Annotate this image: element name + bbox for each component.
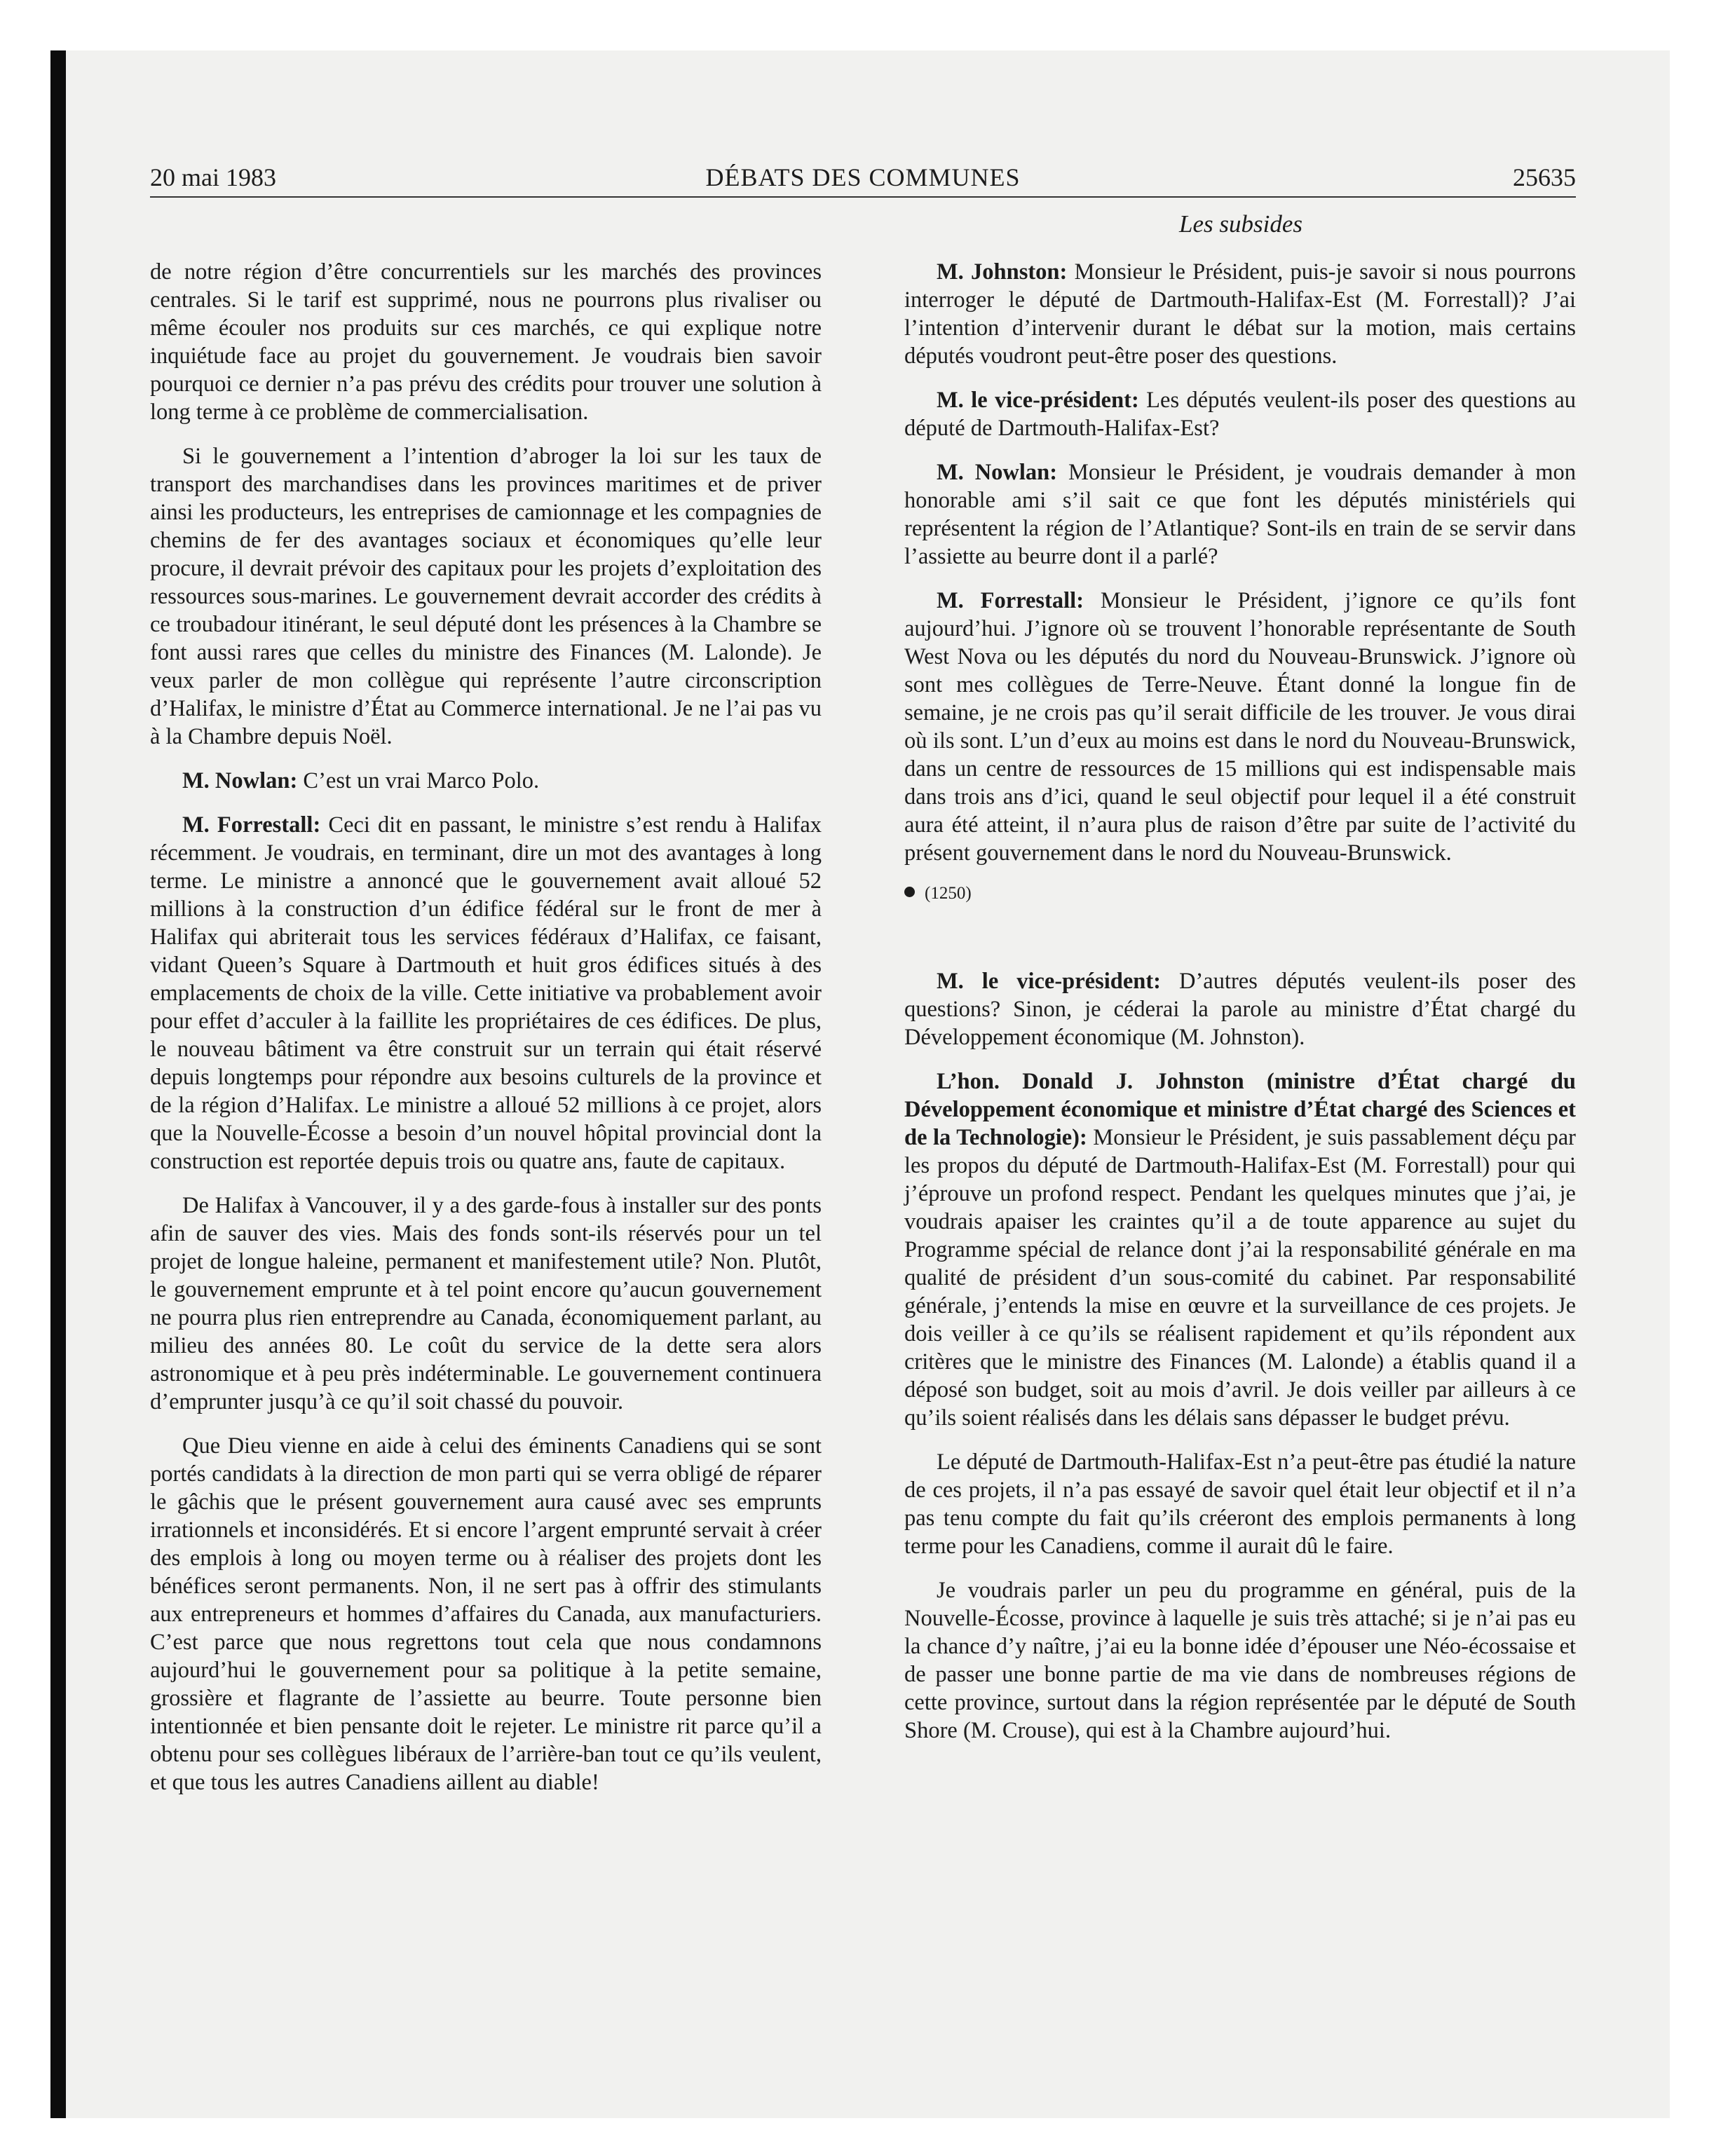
paragraph-text: Le député de Dartmouth-Halifax-Est n’a peut-être pas étudié la nature de ces projets, il n’a pas essayé de savoir quel était leur objectif et il n’a pas tenu compte du fait qu’ils créeront des emplois permanents à long terme pour les Canadiens, comme il aurait dû le faire.	[904, 1449, 1576, 1559]
time-marker-text: (1250)	[925, 884, 972, 903]
paragraph-text: De Halifax à Vancouver, il y a des garde-fous à installer sur des ponts afin de sauver des vies. Mais des fonds sont-ils réservés pour un tel projet de longue haleine, permanent et manifestement utile? Non. Plutôt, le gouvernement emprunte et à tel point encore qu’aucun gouvernement ne pourra plus rien entreprendre au Canada, économiquement parlant, au milieu des années 80. Le coût du service de la dette sera alors astronomique et à peu près indéterminable. Le gouvernement continuera d’emprunter jusqu’à ce qu’il soit chassé du pouvoir.	[150, 1193, 822, 1414]
section-title: Les subsides	[1179, 210, 1302, 238]
paragraph	[150, 1192, 822, 1416]
header-date: 20 mai 1983	[150, 163, 276, 191]
speaker: M. Johnston:	[937, 259, 1068, 285]
speaker: M. Nowlan:	[937, 460, 1058, 485]
speaker: M. Nowlan:	[182, 768, 298, 793]
paragraph-text: Monsieur le Président, j’ignore ce qu’ils font aujourd’hui. J’ignore où se trouvent l’honorable représentante de South West Nova ou les députés du nord du Nouveau-Brunswick. J’ignore où sont mes collègues de Terre-Neuve. Étant donné la longue fin de semaine, je ne crois pas qu’il serait difficile de les trouver. Je vous dirai où ils sont. L’un d’eux au moins est dans le nord du Nouveau-Brunswick, dans un centre de ressources de 15 millions qui est indispensable mais dans trois ans d’ici, quand le seul objectif pour lequel il a été construit aura été atteint, il n’aura plus de raison d’être par suite de l’activité du présent gouvernement dans le nord du Nouveau-Brunswick.	[904, 588, 1576, 866]
paragraph-text: Je voudrais parler un peu du programme en général, puis de la Nouvelle-Écosse, province à laquelle je suis très attaché; si je n’ai pas eu la chance d’y naître, j’ai eu la bonne idée d’épouser une Néo-écossaise et de passer une bonne partie de ma vie dans de nombreuses régions de cette province, surtout dans la région représentée par le député de South Shore (M. Crouse), qui est à la Chambre aujourd’hui.	[904, 1578, 1576, 1743]
paragraph-text: Les députés veulent-ils poser des questions au député de Dartmouth-Halifax-Est?	[904, 388, 1576, 441]
speaker: M. Forrestall:	[182, 812, 321, 838]
speaker: M. Forrestall:	[937, 588, 1084, 613]
paragraph-text: de notre région d’être concurrentiels sur les marchés des provinces centrales. Si le tarif est supprimé, nous ne pourrons plus rivaliser ou même écouler nos produits sur ces marchés, ce qui explique notre inquiétude face au projet du gouvernement. Je voudrais bien savoir pourquoi ce dernier n’a pas prévu des crédits pour trouver une solution à long terme à ce problème de commercialisation.	[150, 259, 822, 425]
right-column	[904, 258, 1576, 1761]
paragraph-text: Si le gouvernement a l’intention d’abroger la loi sur les taux de transport des marchandises dans les provinces maritimes et de priver ainsi les producteurs, les entreprises de camionnage et les compagnies de chemins de fer des avantages sociaux et économiques qu’elle leur procure, il devrait prévoir des capitaux pour les projets d’exploitation des ressources sous-marines. Le gouvernement devrait accorder des crédits à ce troubadour itinérant, le seul député dont les présences à la Chambre se font aussi rares que celles du ministre des Finances (M. Lalonde). Je veux parler de mon collègue qui représente l’autre circonscription d’Halifax, le ministre d’État au Commerce international. Je ne l’ai pas vu à la Chambre depuis Noël.	[150, 444, 822, 749]
paragraph	[904, 458, 1576, 571]
paragraph-text: Monsieur le Président, je voudrais demander à mon honorable ami s’il sait ce que font les députés ministériels qui représentent la région de l’Atlantique? Sont-ils en train de se servir dans l’assiette au beurre dont il a parlé?	[904, 460, 1576, 569]
header-rule	[150, 196, 1576, 198]
header-title: DÉBATS DES COMMUNES	[705, 163, 1021, 191]
paragraph	[150, 1432, 822, 1796]
time-marker	[904, 883, 1576, 904]
page-header	[150, 158, 1576, 200]
binding-edge	[50, 50, 66, 2118]
paragraph-text: D’autres députés veulent-ils poser des questions? Sinon, je céderai la parole au ministre d’État chargé du Développement économique (M. Johnston).	[904, 969, 1576, 1050]
paragraph-text: Que Dieu vienne en aide à celui des éminents Canadiens qui se sont portés candidats à la direction de mon parti qui se verra obligé de réparer le gâchis que le présent gouvernement aura causé avec ses emprunts irrationnels et inconsidérés. Et si encore l’argent emprunté servait à créer des emplois à long ou moyen terme ou à réaliser des projets dont les bénéfices seront permanents. Non, il ne sert pas à offrir des stimulants aux entrepreneurs et hommes d’affaires du Canada, aux manufacturiers. C’est parce que nous regrettons tout cela que nous condamnons aujourd’hui le gouvernement pour sa politique à la petite semaine, grossière et flagrante de l’assiette au beurre. Toute personne bien intentionnée et bien pensante doit le rejeter. Le ministre rit parce qu’il a obtenu pour ses collègues libéraux de l’arrière-ban tout ce qu’ils veulent, et que tous les autres Canadiens aillent au diable!	[150, 1433, 822, 1795]
paragraph	[150, 811, 822, 1175]
speaker: M. le vice-président:	[937, 388, 1139, 413]
paragraph	[904, 258, 1576, 370]
paragraph	[904, 386, 1576, 442]
paragraph-text: Monsieur le Président, je suis passablement déçu par les propos du député de Dartmouth-Halifax-Est (M. Forrestall) pour qui j’éprouve un profond respect. Pendant les quelques minutes que j’ai, je voudrais apaiser les craintes qu’il a de toute apparence au sujet du Programme spécial de relance dont j’ai la responsabilité générale en ma qualité de président d’un sous-comité du cabinet. Par responsabilité générale, j’entends la mise en œuvre et la surveillance de ces projets. Je dois veiller à ce qu’ils se réalisent rapidement et qu’ils répondent aux critères que le ministre des Finances (M. Lalonde) a établis quand il a déposé son budget, soit au mois d’avril. Je dois veiller par ailleurs à ce qu’ils soient réalisés dans les délais sans dépasser le budget prévu.	[904, 1125, 1576, 1431]
bullet-icon	[904, 887, 915, 897]
paragraph	[904, 1067, 1576, 1432]
paragraph-text: C’est un vrai Marco Polo.	[297, 768, 540, 793]
paragraph	[150, 767, 822, 795]
left-column	[150, 258, 822, 1813]
paragraph-text: Ceci dit en passant, le ministre s’est rendu à Halifax récemment. Je voudrais, en terminant, dire un mot des avantages à long terme. Le ministre a annoncé que le gouvernement avait alloué 52 millions à la construction d’un édifice fédéral sur le front de mer à Halifax qui abriterait tous les services fédéraux d’Halifax, ce faisant, vidant Queen’s Square à Dartmouth et huit gros édifices situés à des emplacements de choix de la ville. Cette initiative va probablement avoir pour effet d’acculer à la faillite les propriétaires de ces édifices. De plus, le nouveau bâtiment va être construit sur un terrain qui était réservé depuis longtemps pour répondre aux besoins culturels de la province et de la région d’Halifax. Le ministre a alloué 52 millions à ce projet, alors que la Nouvelle-Écosse a besoin d’un nouvel hôpital provincial dont la construction est reportée depuis trois ou quatre ans, faute de capitaux.	[150, 812, 822, 1174]
paragraph	[904, 967, 1576, 1051]
speaker: L’hon. Donald J. Johnston (ministre d’État chargé du Développement économique et ministre d’État chargé des Sciences et de la Technologie):	[904, 1069, 1576, 1150]
paragraph	[904, 587, 1576, 867]
paragraph-text: Monsieur le Président, puis-je savoir si nous pourrons interroger le député de Dartmouth-Halifax-Est (M. Forrestall)? J’ai l’intention d’intervenir durant le débat sur la motion, mais certains députés voudront peut-être poser des questions.	[904, 259, 1576, 369]
paragraph	[150, 442, 822, 751]
paragraph	[150, 258, 822, 426]
speaker: M. le vice-président:	[937, 969, 1161, 994]
paragraph	[904, 1448, 1576, 1560]
header-page-number: 25635	[1513, 163, 1576, 191]
paragraph	[904, 1576, 1576, 1745]
